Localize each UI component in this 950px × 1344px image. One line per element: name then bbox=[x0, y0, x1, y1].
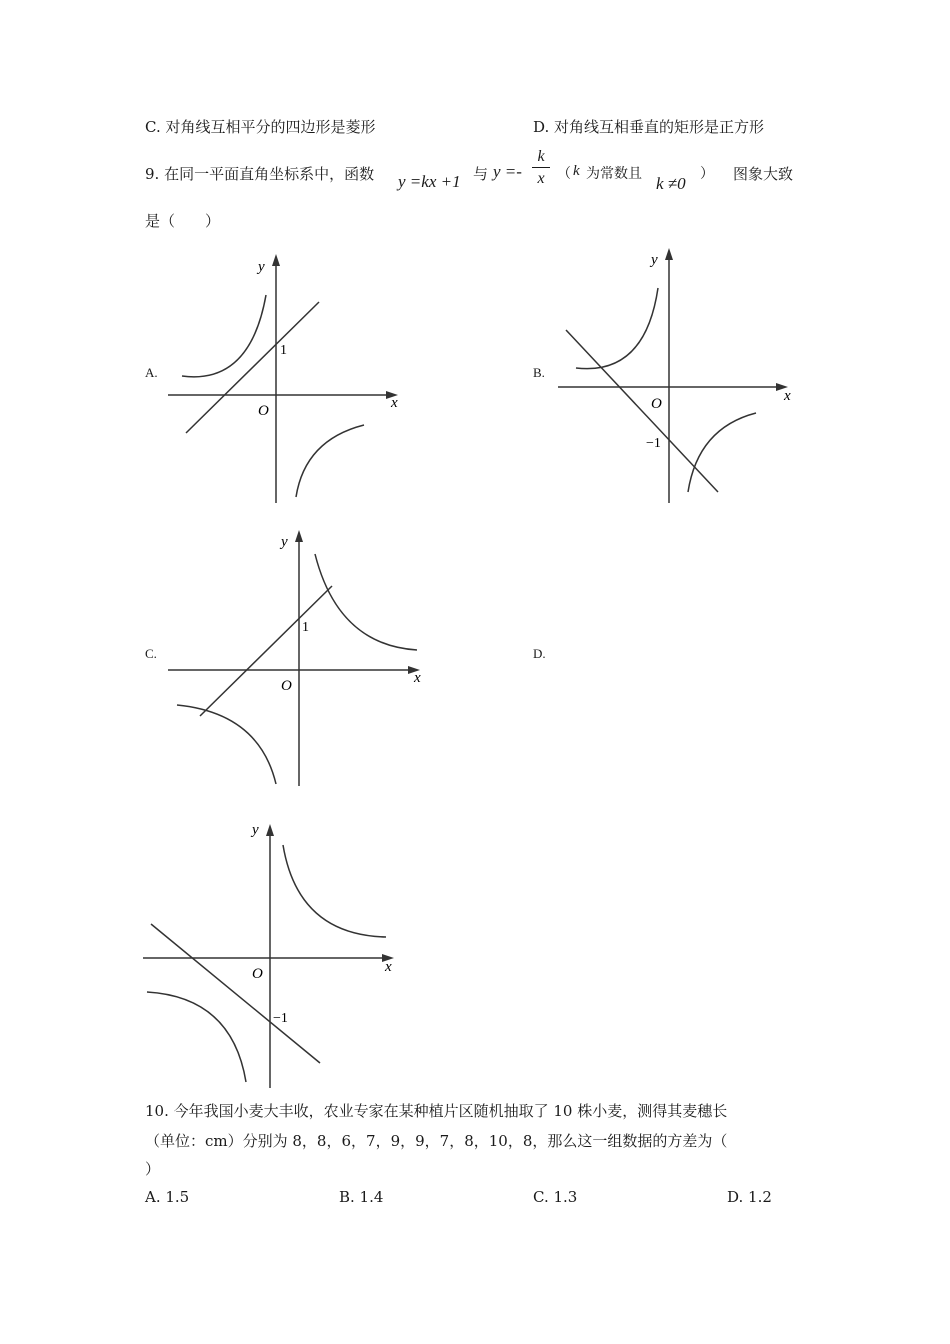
q9-condition-open: （ bbox=[557, 166, 571, 182]
q9-condition-k: k bbox=[573, 163, 580, 179]
y-axis-label: y bbox=[651, 252, 658, 268]
q9-condition-expr: k ≠0 bbox=[656, 174, 686, 193]
q10-choice-b[interactable]: B. 1.4 bbox=[339, 1188, 384, 1206]
q10-choice-a[interactable]: A. 1.5 bbox=[145, 1188, 190, 1206]
intercept-label: 1 bbox=[280, 343, 287, 358]
q9-connector: 与 bbox=[473, 165, 489, 183]
q8-option-c: C. 对角线互相平分的四边形是菱形 bbox=[145, 118, 376, 136]
q9-function-linear: y =kx +1 bbox=[398, 172, 461, 191]
intercept-label: −1 bbox=[273, 1011, 288, 1026]
q9-option-c-label[interactable]: C. bbox=[145, 646, 157, 661]
q9-option-a-label[interactable]: A. bbox=[145, 365, 158, 380]
q10-stem-line2: （单位：cm）分别为 8，8，6，7，9，9，7，8，10，8，那么这一组数据的方差为（ bbox=[145, 1132, 728, 1150]
q10-choice-d[interactable]: D. 1.2 bbox=[727, 1188, 772, 1206]
q9-fraction-numerator: k bbox=[532, 147, 550, 168]
q9-stem-part1: 9. 在同一平面直角坐标系中，函数 bbox=[145, 165, 375, 183]
q9-fraction-denominator: x bbox=[537, 170, 545, 187]
q10-choice-c[interactable]: C. 1.3 bbox=[533, 1188, 578, 1206]
q10-stem-line1: 10. 今年我国小麦大丰收，农业专家在某种植片区随机抽取了 10 株小麦，测得其麦穗长 bbox=[145, 1102, 728, 1120]
y-axis-label: y bbox=[258, 259, 265, 275]
q9-condition-close: ） bbox=[700, 166, 714, 182]
intercept-label: 1 bbox=[302, 620, 309, 635]
origin-label: O bbox=[258, 403, 269, 419]
origin-label: O bbox=[651, 396, 662, 412]
q8-option-d: D. 对角线互相垂直的矩形是正方形 bbox=[533, 118, 765, 136]
line-graph bbox=[151, 924, 320, 1063]
y-axis-label: y bbox=[252, 822, 259, 838]
x-axis-label: x bbox=[784, 388, 791, 404]
y-axis-arrow-icon bbox=[266, 824, 274, 836]
hyperbola-branch-upper-right bbox=[283, 845, 386, 937]
origin-label: O bbox=[252, 966, 263, 982]
q9-stem-line2: 是（ ） bbox=[145, 212, 221, 230]
y-axis-label: y bbox=[281, 534, 288, 550]
intercept-label: −1 bbox=[646, 436, 661, 451]
x-axis-label: x bbox=[391, 395, 398, 411]
x-axis-label: x bbox=[385, 959, 392, 975]
q10-stem-line3: ） bbox=[145, 1160, 161, 1178]
origin-label: O bbox=[281, 678, 292, 694]
hyperbola-branch-lower-left bbox=[147, 992, 246, 1082]
q9-function-inverse-lhs: y =- bbox=[493, 162, 522, 181]
x-axis-label: x bbox=[414, 670, 421, 686]
q9-stem-part2: 图象大致 bbox=[733, 165, 794, 183]
q9-option-d-label[interactable]: D. bbox=[533, 646, 546, 661]
q9-option-b-label[interactable]: B. bbox=[533, 365, 545, 380]
q9-condition-text: 为常数且 bbox=[586, 166, 642, 182]
